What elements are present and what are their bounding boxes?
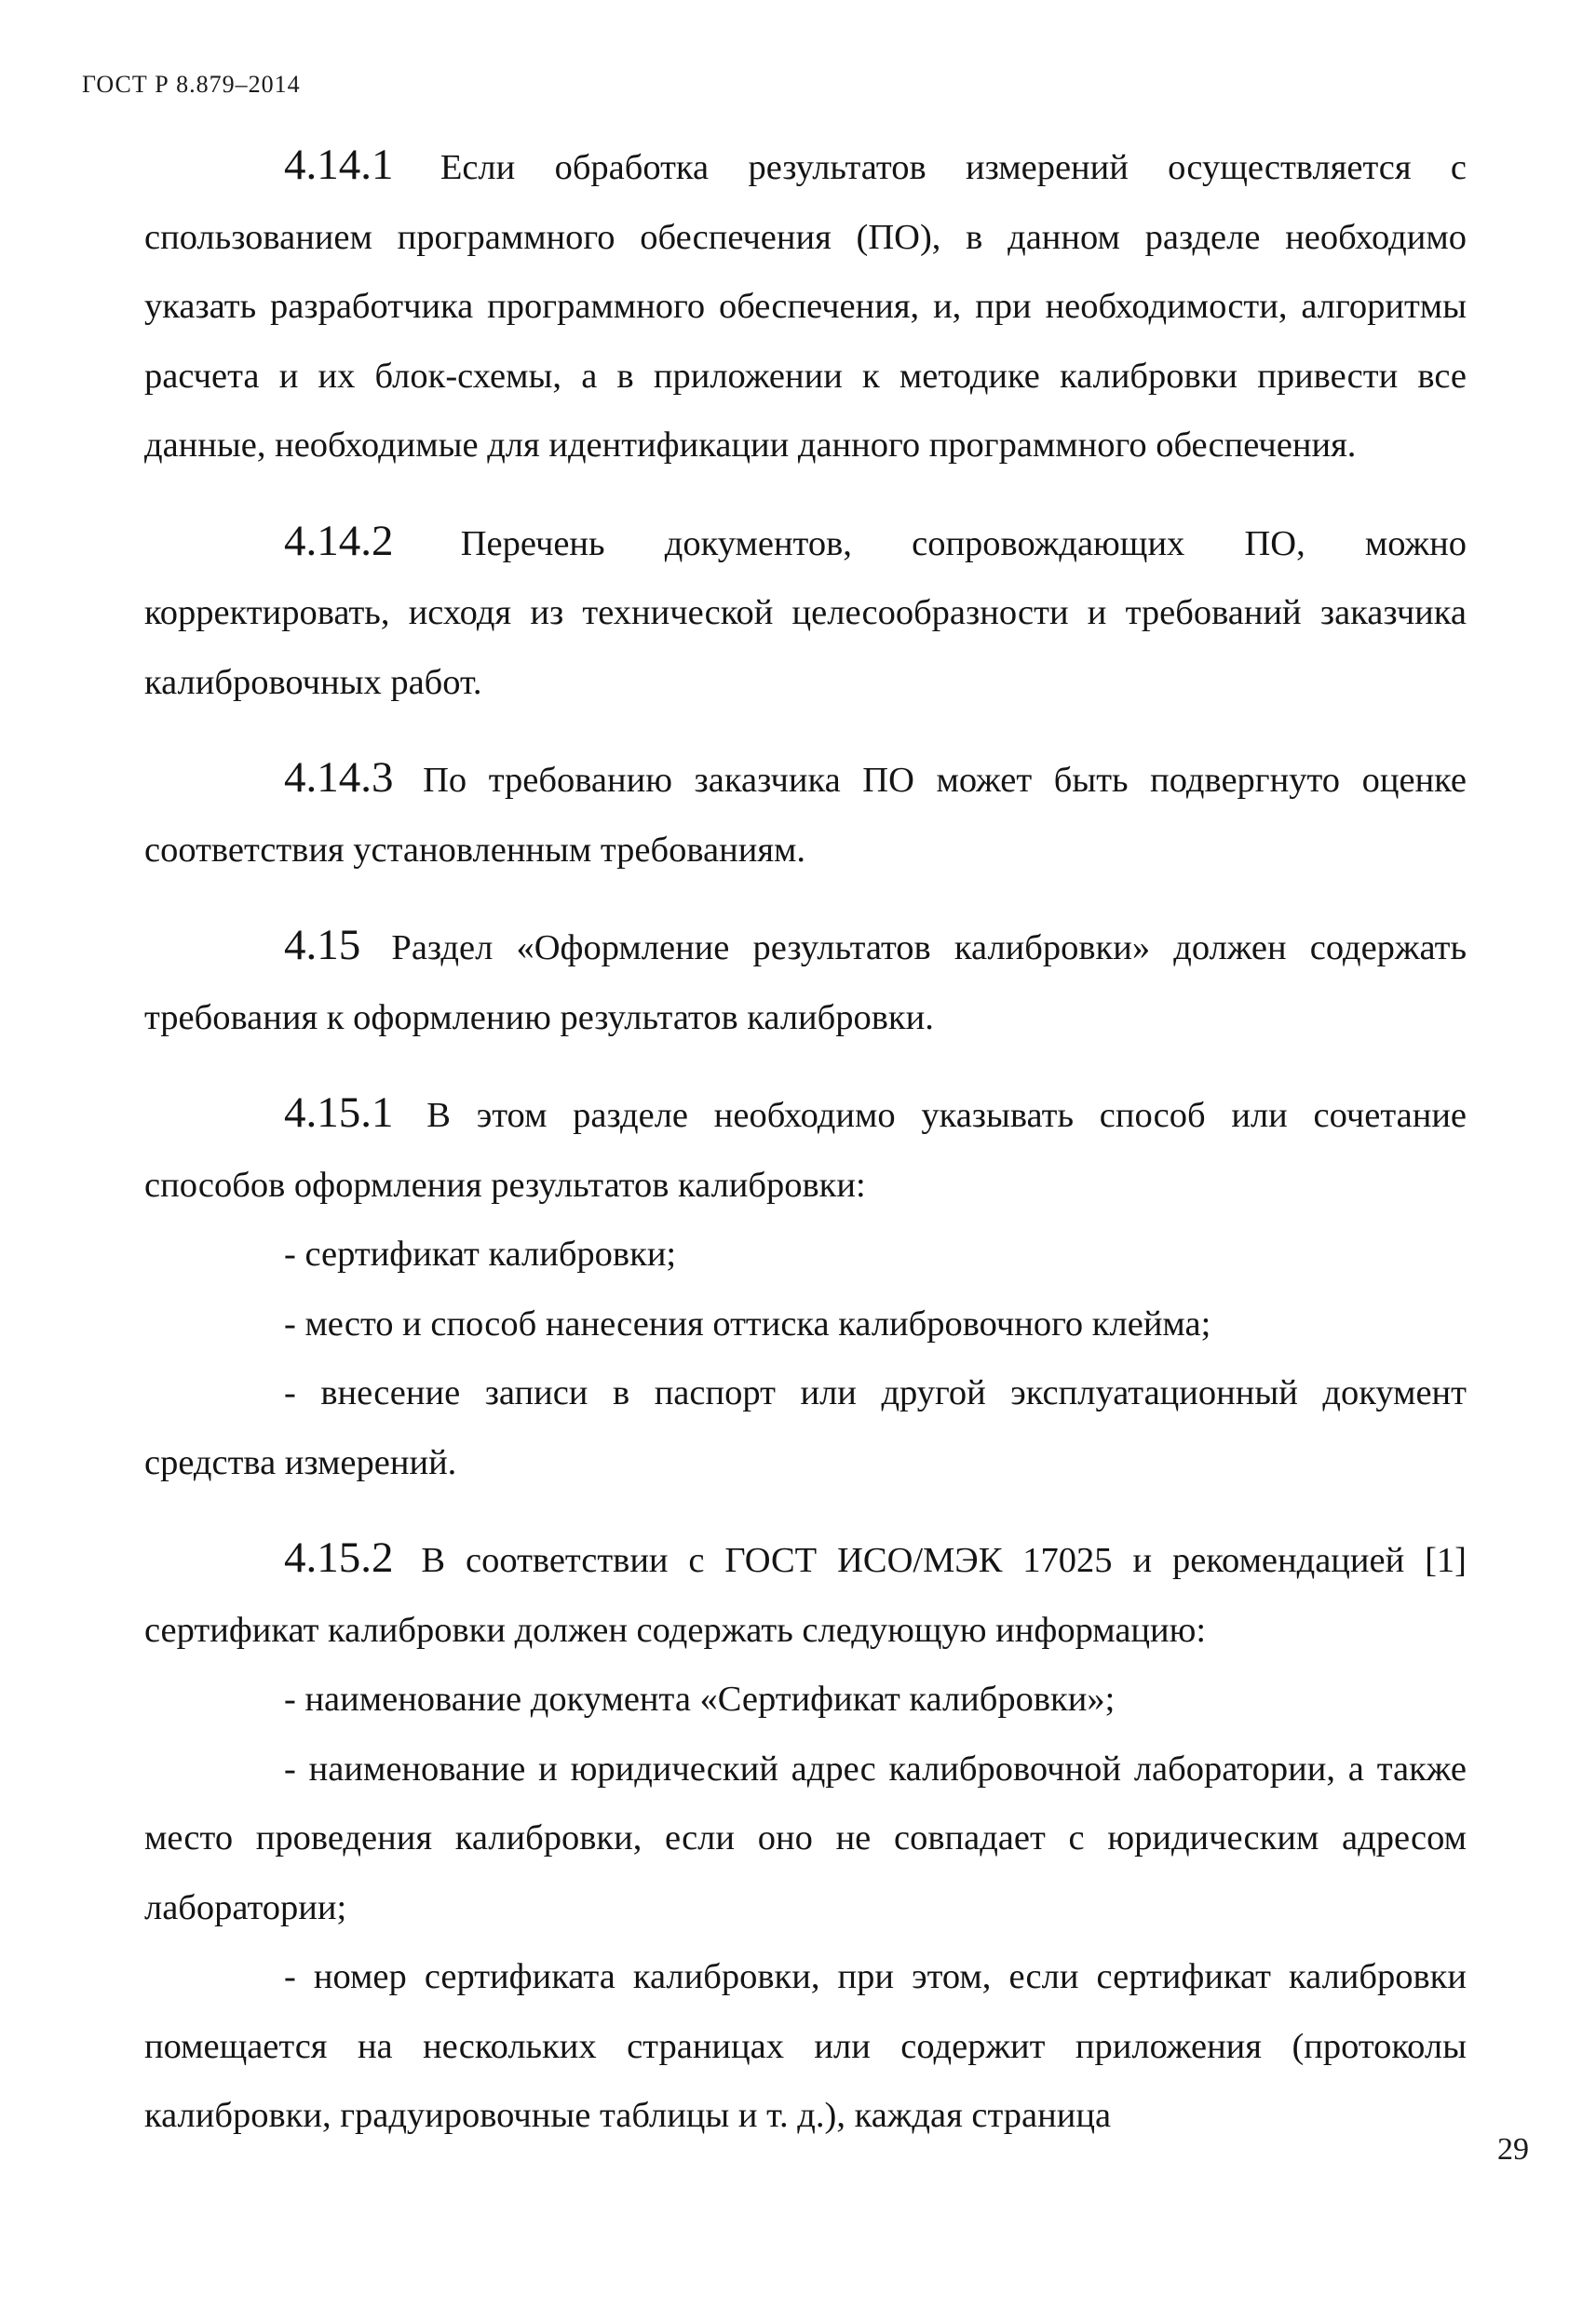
section-number: 4.14.3 [284,753,394,802]
list-item: - номер сертификата калибровки, при этом, если сертификат калибровки помещается на нескольких страницах или содержит приложения (протоколы калибровки, градуировочные таблицы и т. д.), каждая страница [144,1957,1467,2135]
list-item: - место и способ нанесения оттиска калибровочного клейма; [284,1304,1211,1344]
paragraph-text: Перечень документов, сопровождающих ПО, можно корректировать, исходя из технической целесообразности и требований заказчика калибровочных работ. [144,523,1468,702]
paragraph-4-15 [144,911,1467,1052]
section-number: 4.14.2 [284,516,394,565]
paragraph-4-15-1 [144,1078,1467,1220]
paragraph-4-14-1 [144,130,1467,480]
paragraph-text: В соответствии с ГОСТ ИСО/МЭК 17025 и рекомендацией [1] сертификат калибровки должен содержать следующую информацию: [144,1541,1467,1650]
paragraph-text: По требованию заказчика ПО может быть подвергнуто оценке соответствия установленным требованиям. [144,761,1468,870]
document-body [144,130,1467,2151]
section-number: 4.15.1 [284,1088,394,1137]
list-item: - сертификат калибровки; [284,1235,677,1274]
page-number: 29 [1497,2132,1529,2167]
paragraph-text: Раздел «Оформление результатов калибровки» должен содержать требования к оформлению результатов калибровки. [144,928,1467,1037]
section-number: 4.14.1 [284,141,394,189]
list-item: - внесение записи в паспорт или другой эксплуатационный документ средства измерений. [144,1373,1467,1482]
paragraph-text: В этом разделе необходимо указывать способ или сочетание способов оформления результатов калибровки: [144,1096,1468,1205]
section-number: 4.15 [284,921,361,969]
section-number: 4.15.2 [284,1533,394,1582]
paragraph-text: Если обработка результатов измерений осуществляется с спользованием программного обеспечения (ПО), в данном разделе необходимо указать разработчика программного обеспечения, и, при необходимости, алгоритмы расчета и их блок-схемы, а в приложении к методике калибровки привести все данные, необходимые для идентификации данного программного обеспечения. [144,148,1467,465]
paragraph-4-15-2 [144,1523,1467,1665]
document-code-header: ГОСТ Р 8.879–2014 [82,71,301,98]
paragraph-4-14-3 [144,743,1467,885]
paragraph-4-14-2 [144,507,1467,718]
list-item: - наименование документа «Сертификат калибровки»; [284,1680,1116,1719]
list-item: - наименование и юридический адрес калибровочной лаборатории, а также место проведения калибровки, если оно не совпадает с юридическим адресом лаборатории; [144,1749,1467,1927]
